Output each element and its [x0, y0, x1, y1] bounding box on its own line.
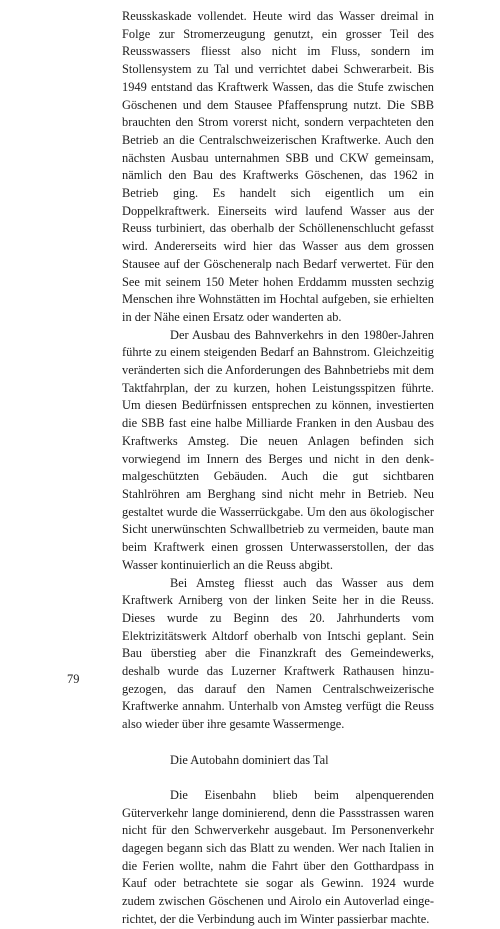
- paragraph-2: Der Ausbau des Bahnverkehrs in den 1980er-Jahren führte zu einem steigenden Bedarf an Bahnstrom. Gleichzeitig veränderten sich die Anforderungen des Bahnbetriebs mit dem Taktfahrplan, der zu kurzen, hohen Leistungsspitzen führte. Um diesen Bedürfnissen entsprechen zu können, investierten die SBB fast eine halbe Milliarde Franken in den Ausbau des Kraftwerks Amsteg. Die neuen Anlagen befinden sich vorwiegend im Innern des Berges und nicht in den denkmalgeschützten Gebäuden. Auch die gut sichtbaren Stahlröhren am Berghang sind nicht mehr in Betrieb. Neu gestaltet wurde die Wasserrückgabe. Um den aus ökologischer Sicht unerwünschten Schwallbetrieb zu vermeiden, baute man beim Kraftwerk einen grossen Unterwasserstollen, der das Wasser kontinuierlich an die Reuss abgibt.: [122, 327, 434, 572]
- section-heading: Die Autobahn dominiert das Tal: [170, 752, 329, 767]
- paragraph-1: Reusskaskade vollendet. Heute wird das Wasser dreimal in Folge zur Stromerzeugung genutzt, ein grosser Teil des Reusswassers fliesst also nicht im Fluss, sondern im Stollensystem zu Tal und verrichtet dabei Schwerarbeit. Bis 1949 entstand das Kraftwerk Wassen, das die Stufe zwischen Göschenen und dem Stausee Pfaffensprung nutzt. Die SBB brauchten den Strom vorerst nicht, sondern verpachteten den Betrieb an die Centralschweizerischen Kraftwerke. Auch den nächsten Ausbau unternahmen SBB und CKW gemeinsam, nämlich den Bau des Kraftwerks Göschenen, das 1962 in Betrieb ging. Es handelt sich eigentlich um ein Doppelkraftwerk. Einerseits wird laufend Wasser aus der Reuss turbiniert, das oberhalb der Schöllenenschlucht gefasst wird. Andererseits wird hier das Wasser aus dem grossen Stausee auf der Göscheneralp nach Bedarf verwertet. Für den See mit seinem 150 Meter hohen Erddamm mussten sechzig Menschen ihre Wohnstätten im Hochtal aufgeben, sie erhielten in der Nähe einen Ersatz oder wanderten ab.: [122, 9, 434, 324]
- page-number: 79: [67, 672, 80, 686]
- body-text: [122, 8, 434, 929]
- paragraph-3: Bei Amsteg fliesst auch das Wasser aus dem Kraftwerk Arniberg von der linken Seite her in die Reuss. Dieses wurde zu Beginn des 20. Jahrhunderts vom Elektrizitätswerk Altdorf oberhalb von Intschi geplant. Sein Bau überstieg aber die Finanzkraft des Gemeindewerks, deshalb wurde das Luzerner Kraftwerk Rathausen hinzugezogen, das darauf den Namen Centralschweizerische Kraftwerke annahm. Unterhalb von Amsteg verfügt die Reuss also wieder über ihre gesamte Wassermenge.: [122, 575, 434, 732]
- paragraph-4: Die Eisenbahn blieb beim alpenquerenden Güterverkehr lange dominierend, denn die Passstrassen waren nicht für den Schwerverkehr ausgebaut. Im Personenverkehr dagegen begann sich das Blatt zu wenden. Wer nach Italien in die Ferien wollte, nahm die Fahrt über den Gotthardpass in Kauf oder betrachtete sie sogar als Gewinn. 1924 wurde zudem zwischen Göschenen und Airolo ein Autoverlad eingerichtet, der die Verbindung auch im Winter passierbar machte.: [122, 787, 434, 926]
